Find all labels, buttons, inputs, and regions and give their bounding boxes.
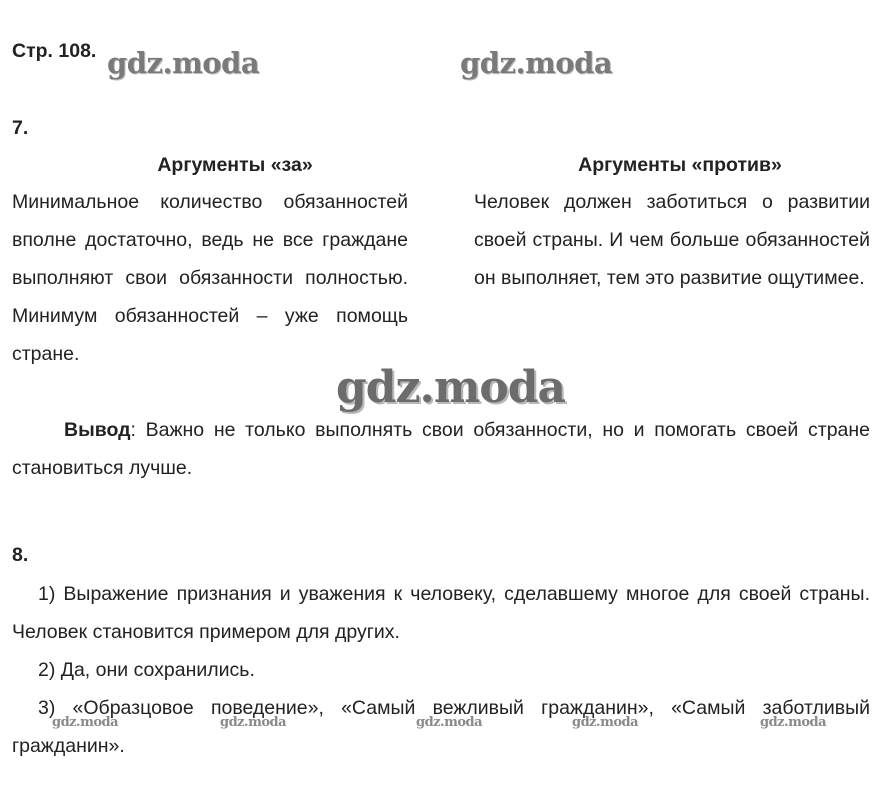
arguments-for-text: Минимальное количество обязанностей вполне достаточно, ведь не все граждане выполняют свои обязанности полностью. Минимум обязанностей – уже помощь стране. [12,191,408,365]
watermark-logo: gdz.moda [52,715,119,730]
watermark-logo: gdz.moda [760,715,827,730]
watermark-logo: gdz.moda [336,362,566,413]
task-8-item-1: 1) Выражение признания и уважения к человеку, сделавшему многое для своей страны. Человек становится примером для других. [12,583,870,643]
task-8-number: 8. [12,544,29,566]
watermark-logo: gdz.moda [572,715,639,730]
task-8-item-3: 3) «Образцовое поведение», «Самый вежливый гражданин», «Самый заботливый гражданин». [12,697,870,757]
watermark-logo: gdz.moda [220,715,287,730]
watermark-logo: gdz.moda [107,46,260,80]
watermark-logo: gdz.moda [460,46,613,80]
arguments-against-text: Человек должен заботиться о развитии своей страны. И чем больше обязанностей он выполняет, тем это развитие ощутимее. [474,191,870,289]
arguments-against-title: Аргументы «против» [578,154,782,176]
task-7-number: 7. [12,117,29,139]
arguments-for-title: Аргументы «за» [157,154,313,176]
task-8-item-2: 2) Да, они сохранились. [38,659,255,681]
conclusion-text: : Важно не только выполнять свои обязанности, но и помогать своей стране становиться лучше. [12,419,870,479]
conclusion-label: Вывод [64,419,131,441]
conclusion-paragraph [12,411,870,487]
watermark-logo: gdz.moda [416,715,483,730]
page-reference: Стр. 108. [12,40,97,62]
